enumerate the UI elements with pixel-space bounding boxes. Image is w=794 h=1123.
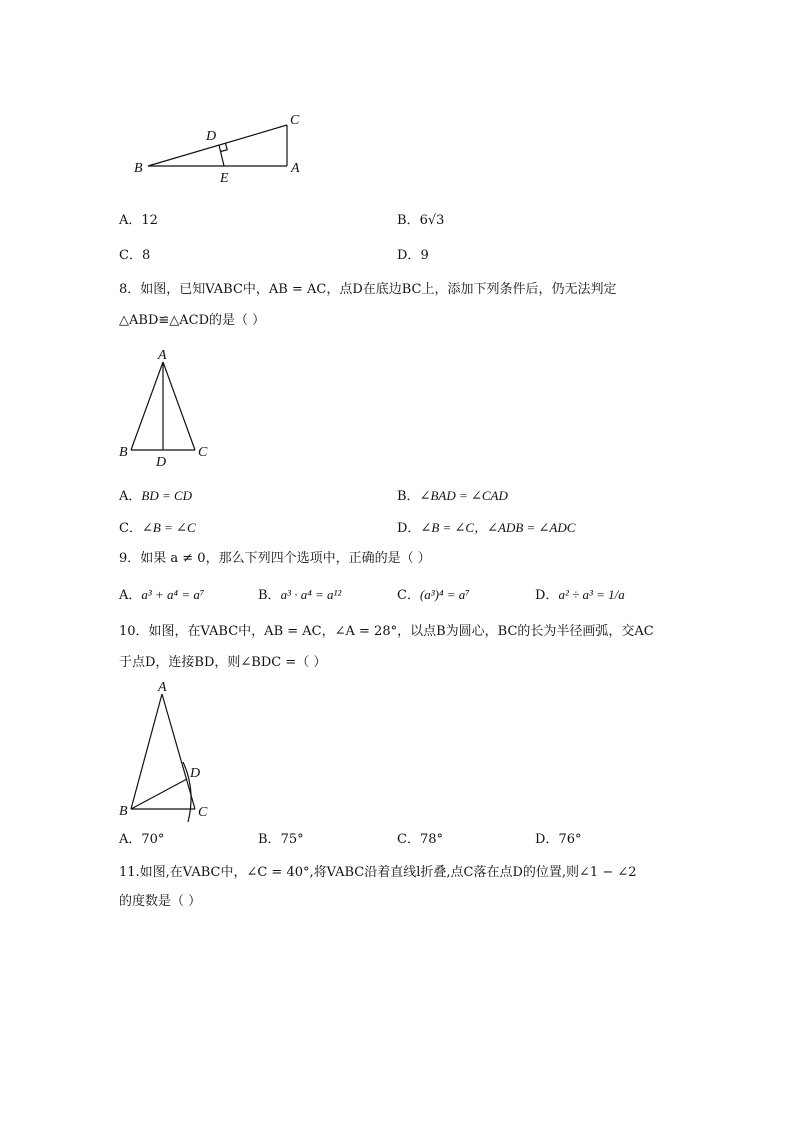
label-B: B [134, 161, 143, 176]
segment-AC [162, 694, 195, 809]
q10-option-d[interactable]: D．76° [535, 832, 582, 847]
q10-option-c[interactable]: C．78° [397, 832, 443, 847]
q7-option-a[interactable]: A．12 [119, 213, 158, 228]
q7-option-b[interactable]: B．6√3 [397, 213, 445, 228]
label-D: D [156, 455, 167, 470]
label-E: E [220, 171, 229, 186]
q7-option-c[interactable]: C．8 [119, 248, 151, 263]
label-B: B [119, 445, 128, 460]
label-A: A [291, 161, 300, 176]
q8-stem-line1: 8．如图，已知VABC中，AB = AC，点D在底边BC上，添加下列条件后，仍无法判定 [119, 282, 617, 297]
q8-option-d[interactable]: D．∠B = ∠C，∠ADB = ∠ADC [397, 520, 576, 536]
label-A: A [158, 348, 167, 363]
q9-option-d[interactable]: D．a² ÷ a³ = 1/a [535, 587, 625, 603]
q9-option-a[interactable]: A．a³ + a⁴ = a⁷ [119, 587, 205, 603]
label-A: A [158, 680, 167, 695]
q8-stem-line2: △ABD≌△ACD的是（ ） [119, 313, 266, 328]
q10-stem-line2: 于点D，连接BD，则∠BDC =（ ） [119, 655, 327, 670]
segment-AB [131, 694, 162, 809]
q7-option-d[interactable]: D．9 [397, 248, 429, 263]
q8-option-c[interactable]: C．∠B = ∠C [119, 520, 196, 536]
q10-option-a[interactable]: A．70° [119, 832, 165, 847]
label-D: D [190, 766, 201, 781]
label-C: C [290, 113, 300, 128]
q9-option-c[interactable]: C．(a³)⁴ = a⁷ [397, 587, 470, 603]
label-D: D [206, 129, 217, 144]
q11-stem-line1: 11.如图,在VABC中，∠C = 40°,将VABC沿着直线l折叠,点C落在点D的位置,则∠1 − ∠2 [119, 865, 637, 880]
label-C: C [198, 445, 208, 460]
q10-stem-line1: 10．如图，在VABC中，AB = AC，∠A = 28°，以点B为圆心，BC的长为半径画弧，交AC [119, 624, 654, 639]
q10-option-b[interactable]: B．75° [258, 832, 304, 847]
label-C: C [198, 805, 208, 820]
segment-BD [131, 779, 187, 809]
label-B: B [119, 804, 128, 819]
q8-option-b[interactable]: B．∠BAD = ∠CAD [397, 488, 508, 504]
q9-option-b[interactable]: B．a³ · a⁴ = a¹² [258, 587, 342, 603]
q8-option-a[interactable]: A．BD = CD [119, 488, 193, 504]
q11-stem-line2: 的度数是（ ） [119, 894, 202, 909]
q9-stem: 9．如果 a ≠ 0，那么下列四个选项中，正确的是（ ） [119, 551, 431, 566]
